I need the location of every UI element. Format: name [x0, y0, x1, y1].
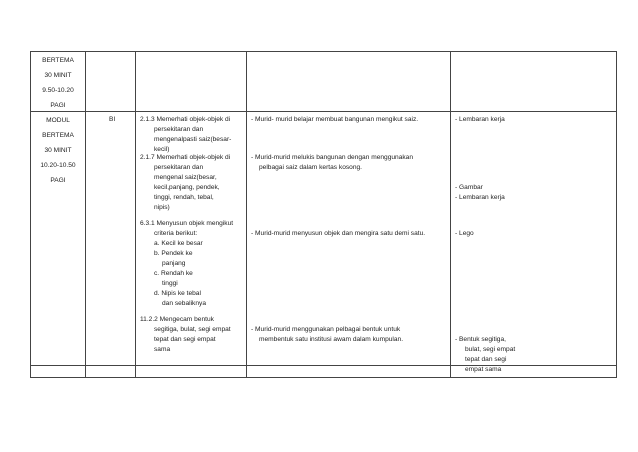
- time-block-cell: [31, 112, 86, 366]
- period-label: PAGI: [50, 102, 66, 109]
- activity-line: membentuk satu institusi awam dalam kumpulan.: [259, 336, 404, 343]
- theme-label: BERTEMA: [42, 132, 74, 139]
- time-range-label: 10.20-10.50: [40, 162, 76, 169]
- standard-line: sama: [154, 346, 171, 353]
- lesson-plan-table: [30, 51, 617, 378]
- standard-line: panjang: [162, 260, 186, 267]
- materials-cell: [451, 52, 617, 112]
- standard-line: criteria berikut:: [154, 230, 198, 237]
- standard-line: b. Pendek ke: [154, 250, 193, 257]
- theme-label: BERTEMA: [42, 57, 74, 64]
- time-range-label: 9.50-10.20: [42, 87, 74, 94]
- standard-line: kecil): [154, 146, 170, 153]
- standard-line: tinggi, rendah, tebal,: [154, 194, 214, 201]
- material-line: - Bentuk segitiga,: [455, 336, 506, 343]
- standards-cell: [136, 112, 247, 366]
- standard-line: d. Nipis ke tebal: [154, 290, 201, 297]
- module-label: MODUL: [46, 117, 70, 124]
- standards-cell: [136, 52, 247, 112]
- subject-cell: [86, 366, 136, 378]
- subject-cell: [86, 52, 136, 112]
- period-label: PAGI: [50, 177, 66, 184]
- time-block-cell: [31, 52, 86, 112]
- standard-line: kecil,panjang, pendek,: [154, 184, 220, 191]
- material-line: - Lego: [455, 230, 474, 237]
- activities-cell: [247, 112, 451, 366]
- standard-line: segitiga, bulat, segi empat: [154, 326, 231, 333]
- table-row: [31, 112, 617, 366]
- duration-label: 30 MINIT: [44, 147, 72, 154]
- activities-cell: [247, 366, 451, 378]
- standard-line: tinggi: [162, 280, 178, 287]
- standard-line: persekitaran dan: [154, 164, 204, 171]
- materials-cell: [451, 112, 617, 373]
- activity-line: - Murid-murid melukis bangunan dengan menggunakan: [251, 154, 414, 161]
- standard-line: 2.1.7 Memerhati objek-objek di: [140, 154, 231, 161]
- material-line: tepat dan segi: [465, 356, 507, 363]
- standard-line: tepat dan segi empat: [154, 336, 216, 343]
- standard-line: nipis): [154, 204, 170, 211]
- material-line: - Lembaran kerja: [455, 116, 505, 123]
- standard-line: 11.2.2 Mengecam bentuk: [140, 316, 214, 323]
- standard-line: mengenal saiz(besar,: [154, 174, 217, 181]
- standard-line: 6.3.1 Menyusun objek mengikut: [140, 220, 234, 227]
- standard-line: persekitaran dan: [154, 126, 204, 133]
- table-row: [31, 366, 617, 378]
- material-line: bulat, segi empat: [465, 346, 516, 353]
- standard-line: c. Rendah ke: [154, 270, 193, 277]
- subject-label: BI: [109, 116, 116, 123]
- material-line: - Gambar: [455, 184, 483, 191]
- time-block-cell: [31, 366, 86, 378]
- table-row: [31, 52, 617, 112]
- standard-line: dan sebaliknya: [162, 300, 206, 307]
- material-line: empat sama: [465, 366, 502, 373]
- subject-cell: [86, 112, 136, 366]
- standard-line: 2.1.3 Memerhati objek-objek di: [140, 116, 231, 123]
- standards-cell: [136, 366, 247, 378]
- activity-line: - Murid- murid belajar membuat bangunan mengikut saiz.: [251, 116, 419, 123]
- activity-line: - Murid-murid menyusun objek dan mengira satu demi satu.: [251, 230, 426, 237]
- activities-cell: [247, 52, 451, 112]
- activity-line: pelbagai saiz dalam kertas kosong.: [259, 164, 362, 171]
- standard-line: mengenalpasti saiz(besar-: [154, 136, 232, 143]
- duration-label: 30 MINIT: [44, 72, 72, 79]
- material-line: - Lembaran kerja: [455, 194, 505, 201]
- standard-line: a. Kecil ke besar: [154, 240, 203, 247]
- activity-line: - Murid-murid menggunakan pelbagai bentuk untuk: [251, 326, 401, 333]
